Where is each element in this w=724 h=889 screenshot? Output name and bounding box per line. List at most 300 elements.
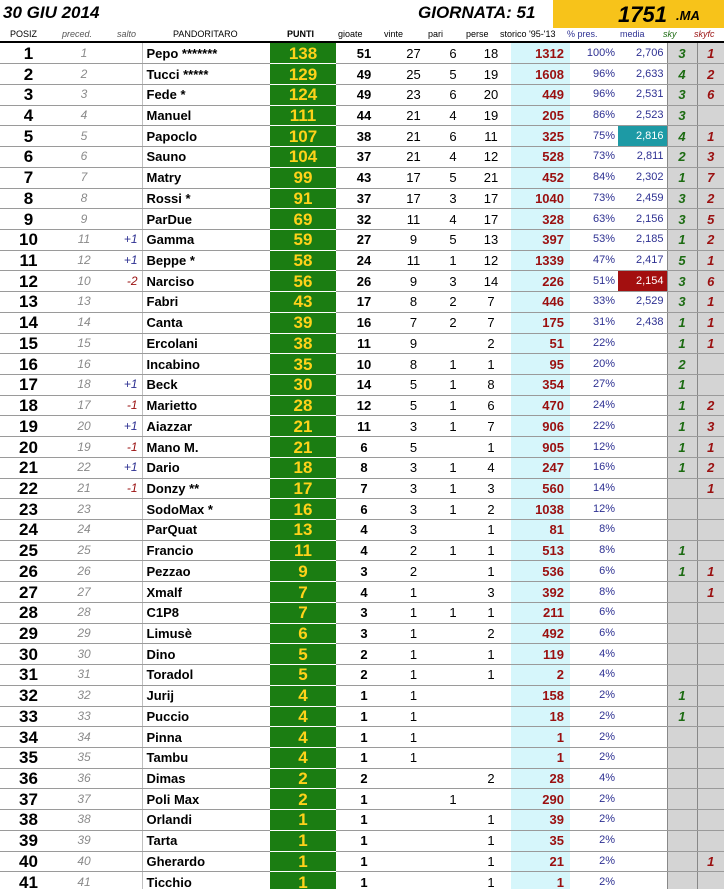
position-change-cell: +1	[111, 416, 142, 437]
standings-body	[0, 43, 724, 889]
header-jump: salto	[117, 29, 137, 39]
draw-cell: 1	[435, 395, 471, 416]
previous-position-cell: 3	[57, 84, 111, 105]
previous-position-cell: 1	[57, 43, 111, 64]
average-cell	[618, 520, 667, 541]
won-cell: 3	[392, 416, 435, 437]
player-name-cell: ParQuat	[142, 520, 270, 541]
won-cell: 11	[392, 209, 435, 230]
lost-cell: 1	[471, 872, 511, 889]
position-change-cell: -1	[111, 395, 142, 416]
position-cell: 30	[0, 644, 57, 665]
position-change-cell	[111, 126, 142, 147]
sky-cell: 1	[667, 561, 697, 582]
history-cell: 1	[511, 747, 570, 768]
points-cell: 6	[270, 623, 336, 644]
draw-cell	[435, 437, 471, 458]
history-cell: 1	[511, 727, 570, 748]
header-lost: perse	[466, 29, 489, 39]
position-change-cell: +1	[111, 375, 142, 396]
presence-pct-cell: 2%	[570, 789, 618, 810]
sky-cell: 3	[667, 209, 697, 230]
lost-cell: 2	[471, 768, 511, 789]
lost-cell: 2	[471, 499, 511, 520]
previous-position-cell: 21	[57, 478, 111, 499]
played-cell: 12	[336, 395, 392, 416]
won-cell: 1	[392, 665, 435, 686]
sky-cell	[667, 789, 697, 810]
player-name-cell: Puccio	[142, 706, 270, 727]
skyfc-cell: 2	[697, 457, 724, 478]
table-row	[0, 872, 724, 889]
average-cell	[618, 416, 667, 437]
table-row	[0, 685, 724, 706]
played-cell: 14	[336, 375, 392, 396]
skyfc-cell	[697, 354, 724, 375]
presence-pct-cell: 2%	[570, 685, 618, 706]
won-cell: 8	[392, 354, 435, 375]
sky-cell: 1	[667, 706, 697, 727]
skyfc-cell: 1	[697, 250, 724, 271]
lost-cell: 1	[471, 665, 511, 686]
sky-cell	[667, 830, 697, 851]
average-cell	[618, 602, 667, 623]
won-cell: 1	[392, 727, 435, 748]
skyfc-cell: 1	[697, 561, 724, 582]
skyfc-cell: 1	[697, 333, 724, 354]
presence-pct-cell: 2%	[570, 747, 618, 768]
points-cell: 39	[270, 312, 336, 333]
skyfc-cell: 1	[697, 312, 724, 333]
history-cell: 211	[511, 602, 570, 623]
position-change-cell	[111, 540, 142, 561]
previous-position-cell: 27	[57, 582, 111, 603]
sky-cell: 2	[667, 354, 697, 375]
points-cell: 11	[270, 540, 336, 561]
draw-cell: 4	[435, 147, 471, 168]
played-cell: 4	[336, 582, 392, 603]
score-value: 1751	[618, 2, 667, 27]
lost-cell: 19	[471, 105, 511, 126]
played-cell: 4	[336, 540, 392, 561]
table-row	[0, 84, 724, 105]
player-name-cell: Toradol	[142, 665, 270, 686]
lost-cell: 2	[471, 623, 511, 644]
table-row	[0, 250, 724, 271]
history-cell: 392	[511, 582, 570, 603]
page-header	[0, 0, 724, 28]
player-name-cell: Rossi *	[142, 188, 270, 209]
played-cell: 37	[336, 188, 392, 209]
sky-cell	[667, 623, 697, 644]
won-cell	[392, 768, 435, 789]
won-cell	[392, 789, 435, 810]
played-cell: 1	[336, 685, 392, 706]
previous-position-cell: 31	[57, 665, 111, 686]
header-prev: preced.	[62, 29, 93, 39]
position-change-cell	[111, 333, 142, 354]
played-cell: 44	[336, 105, 392, 126]
previous-position-cell: 29	[57, 623, 111, 644]
position-cell: 21	[0, 457, 57, 478]
points-cell: 5	[270, 644, 336, 665]
points-cell: 99	[270, 167, 336, 188]
skyfc-cell	[697, 375, 724, 396]
average-cell: 2,459	[618, 188, 667, 209]
skyfc-cell: 1	[697, 292, 724, 313]
previous-position-cell: 36	[57, 768, 111, 789]
history-cell: 2	[511, 665, 570, 686]
draw-cell: 5	[435, 64, 471, 85]
header-skyfc: skyfc	[694, 29, 715, 39]
date-label: 30 GIU 2014	[3, 3, 100, 22]
won-cell: 21	[392, 147, 435, 168]
table-row	[0, 43, 724, 64]
played-cell: 51	[336, 43, 392, 64]
player-name-cell: Manuel	[142, 105, 270, 126]
presence-pct-cell: 100%	[570, 43, 618, 64]
points-cell: 59	[270, 229, 336, 250]
draw-cell	[435, 706, 471, 727]
played-cell: 16	[336, 312, 392, 333]
position-cell: 27	[0, 582, 57, 603]
average-cell	[618, 437, 667, 458]
skyfc-cell	[697, 706, 724, 727]
position-change-cell	[111, 499, 142, 520]
history-cell: 446	[511, 292, 570, 313]
draw-cell: 6	[435, 84, 471, 105]
average-cell	[618, 644, 667, 665]
table-row	[0, 727, 724, 748]
previous-position-cell: 20	[57, 416, 111, 437]
presence-pct-cell: 12%	[570, 437, 618, 458]
skyfc-cell	[697, 520, 724, 541]
position-change-cell	[111, 727, 142, 748]
average-cell: 2,302	[618, 167, 667, 188]
position-cell: 14	[0, 312, 57, 333]
average-cell	[618, 851, 667, 872]
position-cell: 25	[0, 540, 57, 561]
position-cell: 16	[0, 354, 57, 375]
played-cell: 32	[336, 209, 392, 230]
points-cell: 38	[270, 333, 336, 354]
header-pct: % pres.	[567, 29, 598, 39]
position-cell: 35	[0, 747, 57, 768]
average-cell: 2,523	[618, 105, 667, 126]
score-suffix: .MA	[676, 8, 700, 23]
won-cell: 3	[392, 457, 435, 478]
sky-cell: 1	[667, 416, 697, 437]
history-cell: 247	[511, 457, 570, 478]
skyfc-cell	[697, 105, 724, 126]
draw-cell	[435, 644, 471, 665]
played-cell: 26	[336, 271, 392, 292]
won-cell: 17	[392, 188, 435, 209]
position-change-cell	[111, 685, 142, 706]
points-cell: 43	[270, 292, 336, 313]
sky-cell	[667, 644, 697, 665]
points-cell: 129	[270, 64, 336, 85]
position-change-cell	[111, 623, 142, 644]
won-cell: 5	[392, 437, 435, 458]
draw-cell	[435, 851, 471, 872]
lost-cell: 21	[471, 167, 511, 188]
sky-cell: 1	[667, 457, 697, 478]
player-name-cell: C1P8	[142, 602, 270, 623]
previous-position-cell: 13	[57, 292, 111, 313]
player-name-cell: Xmalf	[142, 582, 270, 603]
history-cell: 492	[511, 623, 570, 644]
history-cell: 1608	[511, 64, 570, 85]
points-cell: 107	[270, 126, 336, 147]
draw-cell	[435, 582, 471, 603]
history-cell: 119	[511, 644, 570, 665]
played-cell: 27	[336, 229, 392, 250]
position-change-cell	[111, 520, 142, 541]
sky-cell: 3	[667, 292, 697, 313]
average-cell: 2,154	[618, 271, 667, 292]
points-cell: 18	[270, 457, 336, 478]
sky-cell	[667, 872, 697, 889]
average-cell: 2,706	[618, 43, 667, 64]
points-cell: 111	[270, 105, 336, 126]
won-cell: 8	[392, 292, 435, 313]
player-name-cell: Donzy **	[142, 478, 270, 499]
sky-cell	[667, 665, 697, 686]
presence-pct-cell: 4%	[570, 768, 618, 789]
player-name-cell: Dario	[142, 457, 270, 478]
average-cell: 2,811	[618, 147, 667, 168]
position-cell: 11	[0, 250, 57, 271]
previous-position-cell: 22	[57, 457, 111, 478]
history-cell: 175	[511, 312, 570, 333]
sky-cell: 3	[667, 105, 697, 126]
position-change-cell	[111, 64, 142, 85]
presence-pct-cell: 4%	[570, 665, 618, 686]
history-cell: 226	[511, 271, 570, 292]
played-cell: 6	[336, 437, 392, 458]
sky-cell	[667, 851, 697, 872]
average-cell	[618, 582, 667, 603]
sky-cell: 4	[667, 126, 697, 147]
skyfc-cell	[697, 602, 724, 623]
draw-cell	[435, 768, 471, 789]
history-cell: 51	[511, 333, 570, 354]
table-row	[0, 540, 724, 561]
lost-cell: 6	[471, 395, 511, 416]
average-cell: 2,438	[618, 312, 667, 333]
skyfc-cell: 1	[697, 437, 724, 458]
lost-cell: 8	[471, 375, 511, 396]
position-change-cell	[111, 354, 142, 375]
table-row	[0, 188, 724, 209]
previous-position-cell: 34	[57, 727, 111, 748]
lost-cell: 12	[471, 147, 511, 168]
sky-cell	[667, 478, 697, 499]
played-cell: 2	[336, 665, 392, 686]
position-cell: 13	[0, 292, 57, 313]
history-cell: 205	[511, 105, 570, 126]
position-change-cell	[111, 665, 142, 686]
played-cell: 1	[336, 810, 392, 831]
position-cell: 19	[0, 416, 57, 437]
position-change-cell: -2	[111, 271, 142, 292]
position-cell: 1	[0, 43, 57, 64]
player-name-cell: Dimas	[142, 768, 270, 789]
points-cell: 4	[270, 727, 336, 748]
previous-position-cell: 14	[57, 312, 111, 333]
position-change-cell	[111, 789, 142, 810]
position-change-cell	[111, 147, 142, 168]
player-name-cell: Jurij	[142, 685, 270, 706]
history-cell: 513	[511, 540, 570, 561]
sky-cell: 3	[667, 271, 697, 292]
position-cell: 5	[0, 126, 57, 147]
draw-cell: 1	[435, 789, 471, 810]
presence-pct-cell: 6%	[570, 623, 618, 644]
presence-pct-cell: 6%	[570, 561, 618, 582]
skyfc-cell: 1	[697, 582, 724, 603]
player-name-cell: Aiazzar	[142, 416, 270, 437]
player-name-cell: Dino	[142, 644, 270, 665]
position-change-cell	[111, 188, 142, 209]
history-cell: 158	[511, 685, 570, 706]
header-played: gioate	[338, 29, 363, 39]
draw-cell: 1	[435, 375, 471, 396]
table-row	[0, 312, 724, 333]
previous-position-cell: 26	[57, 561, 111, 582]
history-cell: 325	[511, 126, 570, 147]
played-cell: 2	[336, 644, 392, 665]
presence-pct-cell: 31%	[570, 312, 618, 333]
previous-position-cell: 39	[57, 830, 111, 851]
previous-position-cell: 10	[57, 271, 111, 292]
player-name-cell: Tambu	[142, 747, 270, 768]
presence-pct-cell: 96%	[570, 84, 618, 105]
position-cell: 33	[0, 706, 57, 727]
position-cell: 7	[0, 167, 57, 188]
position-change-cell	[111, 851, 142, 872]
draw-cell	[435, 623, 471, 644]
previous-position-cell: 41	[57, 872, 111, 889]
previous-position-cell: 33	[57, 706, 111, 727]
draw-cell: 1	[435, 478, 471, 499]
points-cell: 4	[270, 747, 336, 768]
points-cell: 30	[270, 375, 336, 396]
table-row	[0, 457, 724, 478]
position-cell: 34	[0, 727, 57, 748]
points-cell: 4	[270, 685, 336, 706]
won-cell: 21	[392, 126, 435, 147]
player-name-cell: Ercolani	[142, 333, 270, 354]
played-cell: 1	[336, 851, 392, 872]
skyfc-cell	[697, 872, 724, 889]
draw-cell: 1	[435, 250, 471, 271]
skyfc-cell: 3	[697, 416, 724, 437]
played-cell: 3	[336, 561, 392, 582]
won-cell	[392, 810, 435, 831]
draw-cell: 2	[435, 292, 471, 313]
previous-position-cell: 18	[57, 375, 111, 396]
history-cell: 35	[511, 830, 570, 851]
position-cell: 18	[0, 395, 57, 416]
average-cell	[618, 457, 667, 478]
draw-cell: 3	[435, 271, 471, 292]
points-cell: 13	[270, 520, 336, 541]
skyfc-cell: 2	[697, 395, 724, 416]
history-cell: 906	[511, 416, 570, 437]
won-cell: 2	[392, 540, 435, 561]
sky-cell: 1	[667, 333, 697, 354]
played-cell: 1	[336, 747, 392, 768]
position-change-cell	[111, 84, 142, 105]
lost-cell: 4	[471, 457, 511, 478]
average-cell	[618, 789, 667, 810]
won-cell: 1	[392, 644, 435, 665]
lost-cell: 3	[471, 582, 511, 603]
won-cell: 7	[392, 312, 435, 333]
played-cell: 17	[336, 292, 392, 313]
lost-cell: 1	[471, 851, 511, 872]
player-name-cell: Poli Max	[142, 789, 270, 810]
position-change-cell	[111, 209, 142, 230]
points-cell: 2	[270, 768, 336, 789]
points-cell: 1	[270, 872, 336, 889]
position-change-cell	[111, 768, 142, 789]
player-name-cell: Matry	[142, 167, 270, 188]
average-cell	[618, 354, 667, 375]
previous-position-cell: 5	[57, 126, 111, 147]
table-row	[0, 499, 724, 520]
presence-pct-cell: 8%	[570, 582, 618, 603]
history-cell: 95	[511, 354, 570, 375]
won-cell: 17	[392, 167, 435, 188]
skyfc-cell: 1	[697, 126, 724, 147]
played-cell: 11	[336, 333, 392, 354]
played-cell: 1	[336, 789, 392, 810]
position-cell: 22	[0, 478, 57, 499]
presence-pct-cell: 63%	[570, 209, 618, 230]
won-cell: 1	[392, 602, 435, 623]
presence-pct-cell: 86%	[570, 105, 618, 126]
position-change-cell	[111, 872, 142, 889]
table-row	[0, 789, 724, 810]
previous-position-cell: 38	[57, 810, 111, 831]
table-row	[0, 416, 724, 437]
draw-cell: 1	[435, 354, 471, 375]
position-cell: 37	[0, 789, 57, 810]
position-change-cell	[111, 167, 142, 188]
position-change-cell	[111, 312, 142, 333]
lost-cell: 1	[471, 810, 511, 831]
table-row	[0, 395, 724, 416]
table-row	[0, 851, 724, 872]
presence-pct-cell: 2%	[570, 727, 618, 748]
skyfc-cell	[697, 644, 724, 665]
skyfc-cell	[697, 747, 724, 768]
draw-cell	[435, 810, 471, 831]
position-cell: 23	[0, 499, 57, 520]
position-change-cell	[111, 105, 142, 126]
won-cell: 1	[392, 623, 435, 644]
won-cell: 2	[392, 561, 435, 582]
history-cell: 290	[511, 789, 570, 810]
previous-position-cell: 30	[57, 644, 111, 665]
player-name-cell: Incabino	[142, 354, 270, 375]
sky-cell: 3	[667, 84, 697, 105]
position-change-cell	[111, 43, 142, 64]
position-cell: 31	[0, 665, 57, 686]
